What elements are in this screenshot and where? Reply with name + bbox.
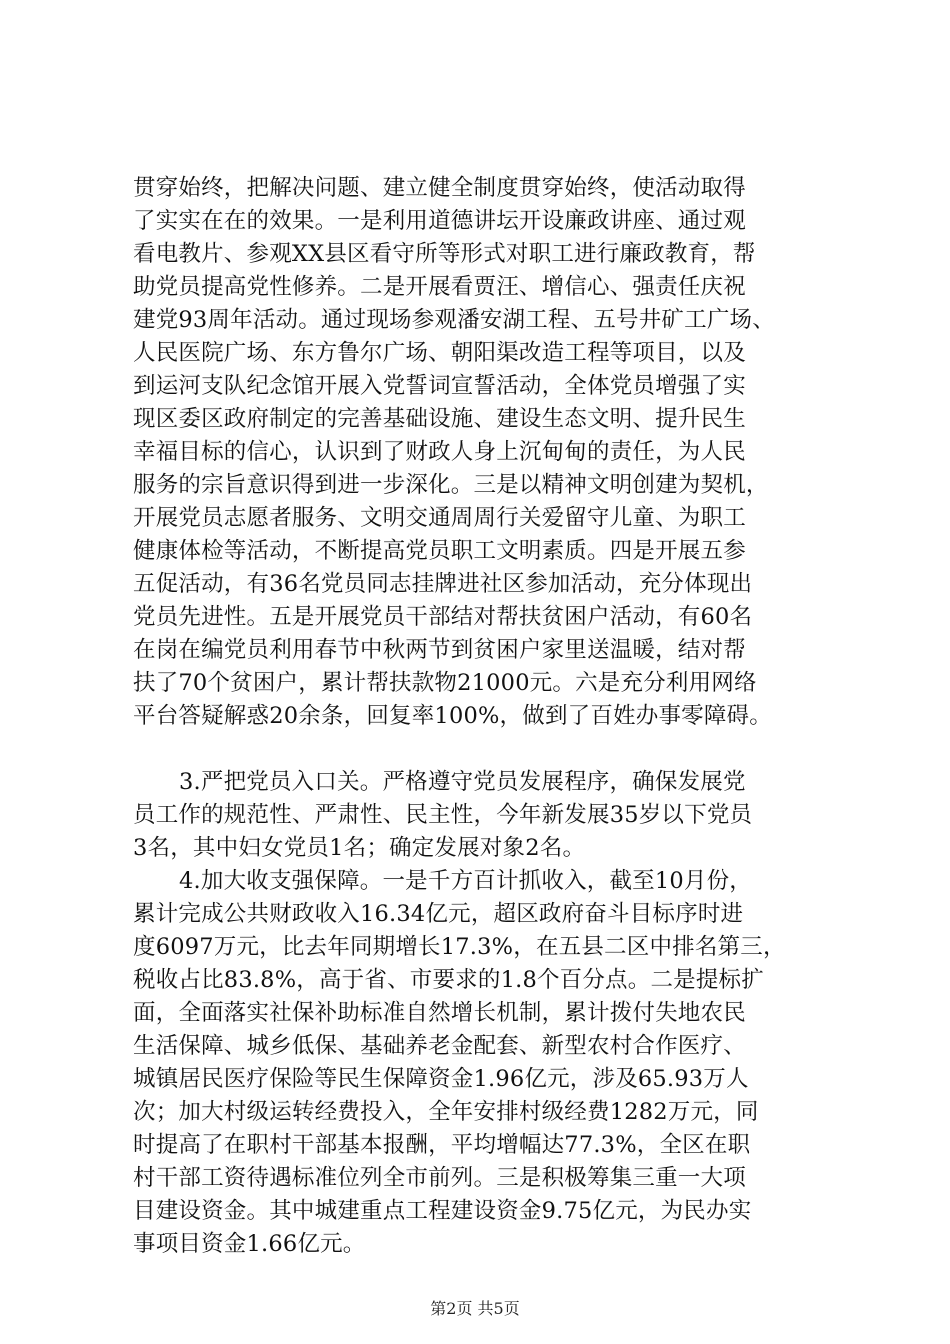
text-line: 扶了70个贫困户，累计帮扶款物21000元。六是充分利用网络 <box>133 670 757 696</box>
text-line: 村干部工资待遇标准位列全市前列。三是积极筹集三重一大项 <box>133 1165 746 1191</box>
text-line: 党员先进性。五是开展党员干部结对帮扶贫困户活动，有60名 <box>133 604 753 630</box>
text-line: 面，全面落实社保补助标准自然增长机制，累计拨付失地农民 <box>133 1000 746 1026</box>
paragraph-fiscal-support <box>133 865 833 1261</box>
text-line: 建党93周年活动。通过现场参观潘安湖工程、五号井矿工广场、 <box>133 307 775 333</box>
text-line: 贯穿始终，把解决问题、建立健全制度贯穿始终，使活动取得 <box>133 175 746 201</box>
text-line: 了实实在在的效果。一是利用道德讲坛开设廉政讲座、通过观 <box>133 208 746 234</box>
text-line: 服务的宗旨意识得到进一步深化。三是以精神文明创建为契机， <box>133 472 769 498</box>
text-line: 看电教片、参观XX县区看守所等形式对职工进行廉政教育，帮 <box>133 241 756 267</box>
text-line: 员工作的规范性、严肃性、民主性，今年新发展35岁以下党员 <box>133 802 753 828</box>
text-line: 税收占比83.8%，高于省、市要求的1.8个百分点。二是提标扩 <box>133 967 764 993</box>
text-line: 开展党员志愿者服务、文明交通周周行关爱留守儿童、为职工 <box>133 505 746 531</box>
text-line: 人民医院广场、东方鲁尔广场、朝阳渠改造工程等项目，以及 <box>133 340 746 366</box>
text-line: 健康体检等活动，不断提高党员职工文明素质。四是开展五参 <box>133 538 746 564</box>
document-body <box>133 172 833 1261</box>
text-line: 时提高了在职村干部基本报酬，平均增幅达77.3%，全区在职 <box>133 1132 751 1158</box>
text-line: 现区委区政府制定的完善基础设施、建设生态文明、提升民生 <box>133 406 746 432</box>
text-line: 目建设资金。其中城建重点工程建设资金9.75亿元，为民办实 <box>133 1198 752 1224</box>
text-line: 平台答疑解惑20余条，回复率100%，做到了百姓办事零障碍。 <box>133 703 772 729</box>
text-line: 城镇居民医疗保险等民生保障资金1.96亿元，涉及65.93万人 <box>133 1066 749 1092</box>
text-line: 度6097万元，比去年同期增长17.3%，在五县二区中排名第三， <box>133 934 786 960</box>
text-line: 3名，其中妇女党员1名；确定发展对象2名。 <box>133 835 586 861</box>
paragraph-party-entry <box>133 766 833 865</box>
paragraph-activity-results <box>133 172 833 733</box>
text-line: 五促活动，有36名党员同志挂牌进社区参加活动，充分体现出 <box>133 571 753 597</box>
text-line: 在岗在编党员利用春节中秋两节到贫困户家里送温暖，结对帮 <box>133 637 746 663</box>
text-line: 幸福目标的信心，认识到了财政人身上沉甸甸的责任，为人民 <box>133 439 746 465</box>
text-line: 3.严把党员入口关。严格遵守党员发展程序，确保发展党 <box>179 769 746 795</box>
text-line: 次；加大村级运转经费投入，全年安排村级经费1282万元，同 <box>133 1099 759 1125</box>
text-line: 事项目资金1.66亿元。 <box>133 1231 366 1257</box>
page-number-footer: 第2页 共5页 <box>430 1299 520 1318</box>
text-line: 累计完成公共财政收入16.34亿元，超区政府奋斗目标序时进 <box>133 901 744 927</box>
paragraph-spacer <box>133 733 833 766</box>
text-line: 生活保障、城乡低保、基础养老金配套、新型农村合作医疗、 <box>133 1033 746 1059</box>
text-line: 到运河支队纪念馆开展入党誓词宣誓活动，全体党员增强了实 <box>133 373 746 399</box>
text-line: 4.加大收支强保障。一是千方百计抓收入，截至10月份， <box>179 868 752 894</box>
text-line: 助党员提高党性修养。二是开展看贾汪、增信心、强责任庆祝 <box>133 274 746 300</box>
